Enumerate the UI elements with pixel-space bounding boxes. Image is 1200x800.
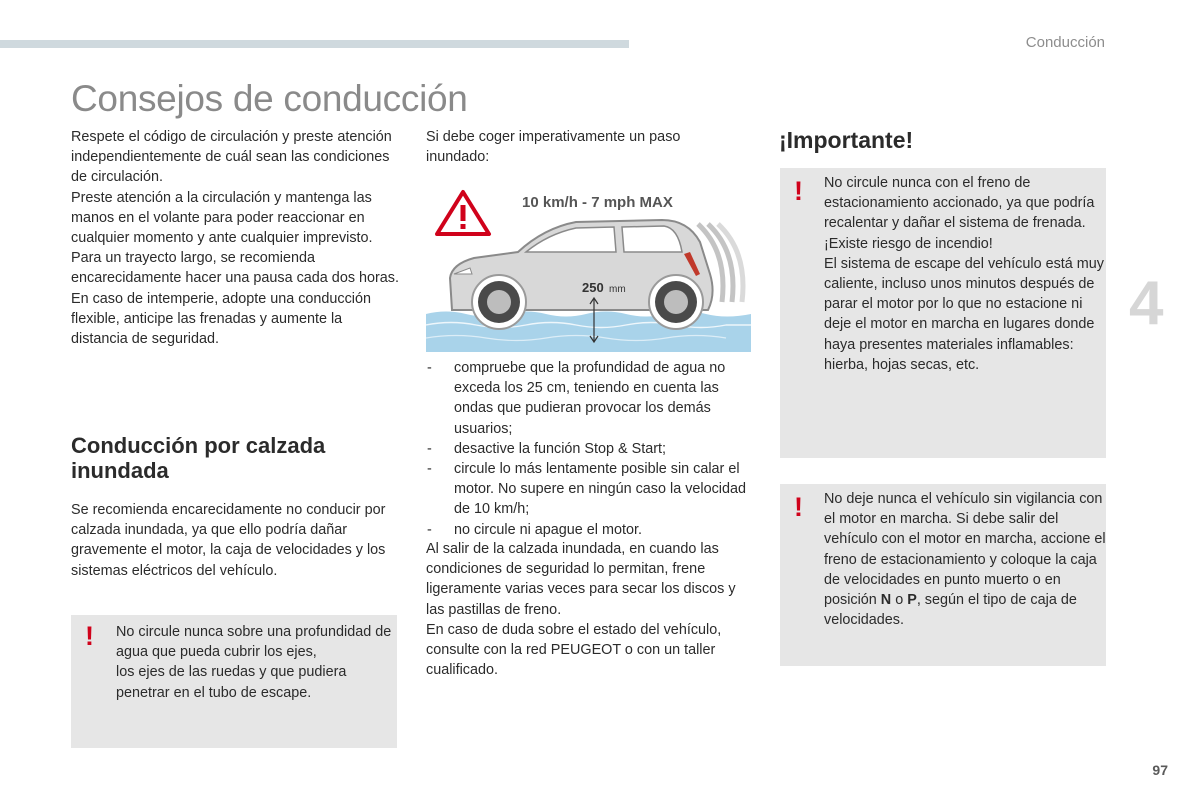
gear-neutral-label: N [880, 592, 892, 609]
after-paragraph: En caso de duda sobre el estado del vehículo, consulte con la red PEUGEOT o con un taller cualificado. [426, 621, 722, 679]
warning-text [116, 622, 396, 703]
intro-paragraph: Respete el código de circulación y preste atención independientemente de cuál sean las condiciones de circulación. [71, 129, 392, 186]
flooded-road-heading: Conducción por calzada inundada [71, 433, 326, 483]
speed-limit-label: 10 km/h - 7 mph MAX [522, 194, 673, 211]
warning-box-water-depth [71, 615, 397, 748]
warning-line: los ejes de las ruedas y que pudiera penetrar en el tubo de escape. [116, 664, 347, 701]
step-item: - compruebe que la profundidad de agua no exceda los 25 cm, teniendo en cuenta las ondas que pudieran provocar los demás usuarios; [426, 358, 751, 439]
warning-text-part: o [891, 592, 908, 609]
warning-box-unattended-vehicle [780, 484, 1106, 666]
warning-text [824, 173, 1106, 375]
flooded-road-description: Se recomienda encarecidamente no conducir por calzada inundada, ya que ello podría dañar gravemente el motor, la caja de velocidades y los sistemas eléctricos del vehículo. [71, 502, 386, 579]
flooded-road-intro: Si debe coger imperativamente un paso inundado: [426, 129, 681, 166]
after-paragraph: Al salir de la calzada inundada, en cuando las condiciones de seguridad lo permitan, frene ligeramente varias veces para secar los discos y las pastillas de freno. [426, 541, 736, 618]
intro-paragraph: En caso de intemperie, adopte una conducción flexible, anticipe las frenadas y aumente la distancia de seguridad. [71, 290, 372, 348]
page-title: Consejos de conducción [71, 78, 468, 119]
step-item: - desactive la función Stop & Start; [426, 439, 751, 459]
car-illustration [450, 220, 713, 329]
depth-unit: mm [609, 284, 626, 295]
step-item: - circule lo más lentamente posible sin calar el motor. No supere en ningún caso la velocidad de 10 km/h; [426, 459, 751, 520]
intro-paragraph: Para un trayecto largo, se recomienda encarecidamente hacer una pausa cada dos horas. [71, 250, 400, 287]
water-illustration [426, 312, 751, 353]
warning-exclamation-icon: ! [794, 176, 803, 206]
depth-value: 250 [582, 280, 604, 295]
after-flood-text [426, 539, 751, 680]
warning-line: ¡Existe riesgo de incendio! [824, 235, 993, 252]
warning-text-part: No deje nunca el vehículo sin vigilancia con el motor en marcha. Si debe salir del vehículo con el motor en marcha, accione el freno de estacionamiento y coloque la caja de velocidades en punto muerto o en posición [824, 491, 1106, 609]
page-number: 97 [1152, 762, 1168, 778]
section-label: Conducción [1025, 34, 1105, 51]
warning-text-part: , según el tipo de caja de velocidades. [824, 592, 1077, 629]
warning-line: El sistema de escape del vehículo está muy caliente, incluso unos minutos después de parar el motor por lo que no estacione ni deje el motor en marcha en lugares donde haya presentes materiales inflamables: hierba, hojas secas, etc. [824, 255, 1104, 373]
warning-exclamation-icon: ! [85, 621, 94, 651]
flooded-road-steps [426, 358, 751, 540]
warning-box-parking-brake [780, 168, 1106, 458]
warning-exclamation-icon: ! [794, 492, 803, 522]
step-item: - no circule ni apague el motor. [426, 520, 751, 540]
intro-paragraph: Preste atención a la circulación y mantenga las manos en el volante para poder reaccionar en cualquier momento y ante cualquier imprevisto. [71, 189, 373, 247]
warning-line: No circule nunca sobre una profundidad de agua que pueda cubrir los ejes, [116, 624, 392, 661]
warning-triangle-icon [437, 192, 489, 234]
flooded-road-illustration [426, 182, 751, 352]
intro-text [71, 127, 401, 349]
warning-line: No circule nunca con el freno de estacionamiento accionado, ya que podría recalentar y dañar el sistema de frenada. [824, 175, 1095, 232]
header-accent-bar [0, 40, 629, 48]
warning-text [824, 489, 1106, 630]
important-heading: ¡Importante! [779, 127, 914, 153]
gear-park-label: P [907, 592, 917, 609]
chapter-number: 4 [1129, 269, 1164, 338]
